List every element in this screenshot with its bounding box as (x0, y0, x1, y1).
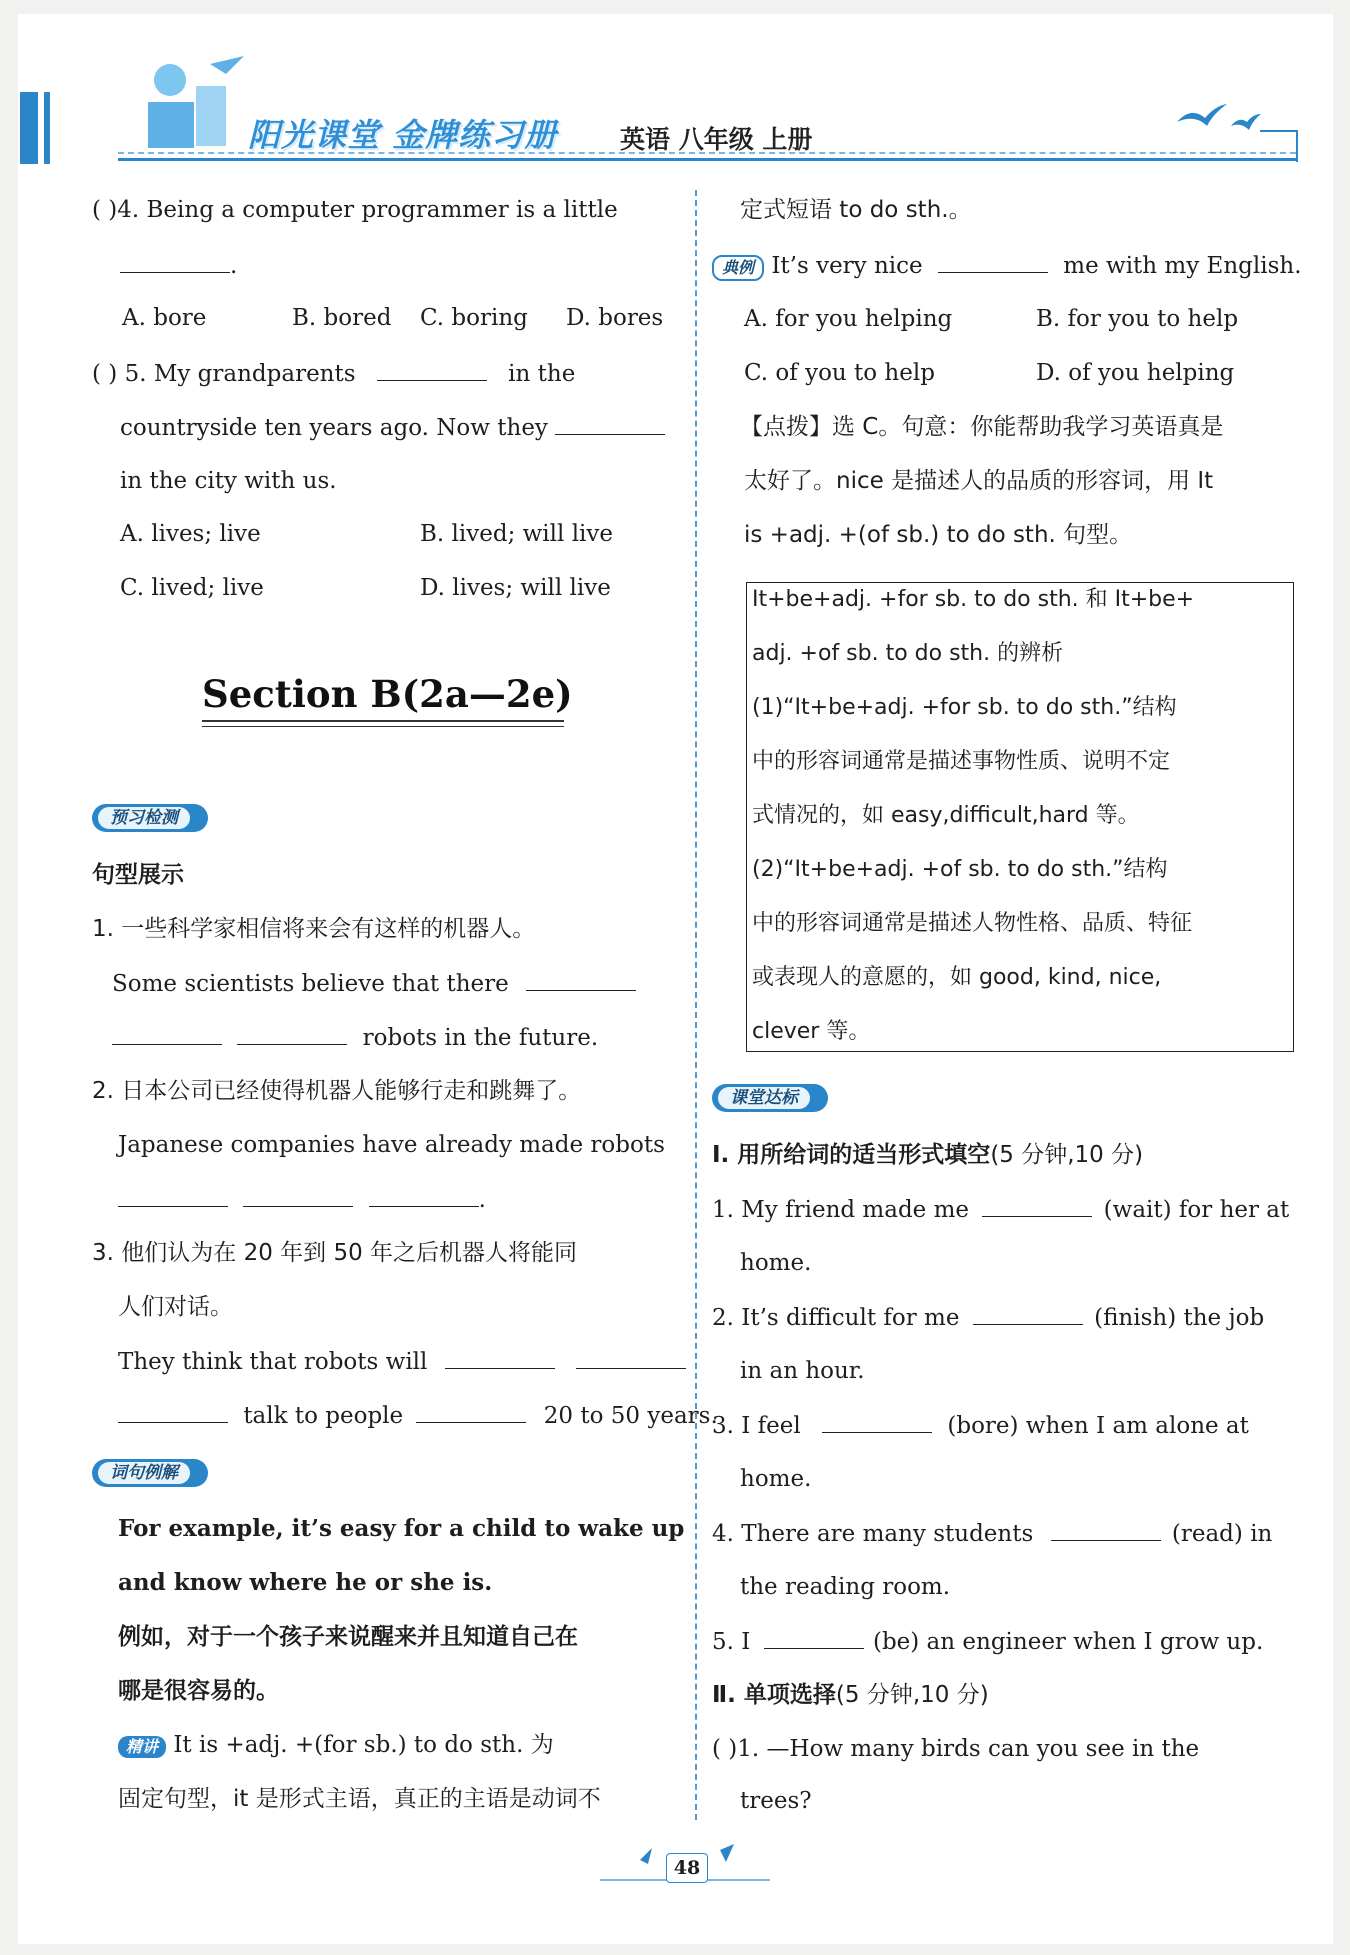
sentence1-en-line2 (112, 1022, 598, 1053)
page-header (0, 0, 1350, 190)
section-underline (202, 720, 564, 722)
s2-blank-2[interactable] (243, 1184, 353, 1207)
fill-4-hint: (read) in (1171, 1521, 1273, 1547)
q4-option-a: A. bore (122, 305, 207, 331)
s1-blank-1[interactable] (526, 968, 636, 991)
box-line-3: (1)“It+be+adj. +for sb. to do sth.”结构 (752, 695, 1177, 720)
q4-option-b: B. bored (292, 305, 392, 331)
mc-1-line2: trees? (740, 1788, 812, 1814)
right-continued: 定式短语 to do sth.。 (740, 197, 972, 223)
s3-blank-1[interactable] (445, 1346, 555, 1369)
header-corner-frame (1260, 130, 1298, 162)
sentence3-en-text: They think that robots will (118, 1349, 428, 1375)
part1-heading (712, 1140, 1143, 1170)
sentence1-en-tail: robots in the future. (362, 1025, 599, 1051)
s3-blank-3[interactable] (118, 1400, 228, 1423)
fill-1 (712, 1194, 1289, 1225)
sentence1-en (112, 968, 636, 999)
example-option-a: A. for you helping (744, 306, 953, 332)
example-cn-1: 例如，对于一个孩子来说醒来并且知道自己在 (118, 1624, 578, 1650)
q5-stem-text: ( ) 5. My grandparents (92, 361, 356, 387)
brand-title: 阳光课堂 金牌练习册 (248, 116, 558, 154)
fill-3-hint: (bore) when I am alone at (947, 1413, 1249, 1439)
fill-1-hint: (wait) for her at (1103, 1197, 1290, 1223)
fill-4 (712, 1518, 1272, 1549)
q5-line2 (120, 412, 665, 443)
page-number: 48 (666, 1853, 708, 1883)
jingjiang-text: It is +adj. +(for sb.) to do sth. 为 (166, 1732, 554, 1758)
s1-blank-2[interactable] (112, 1022, 222, 1045)
fill-3-blank[interactable] (822, 1410, 932, 1433)
box-line-5: 式情况的，如 easy,difficult,hard 等。 (752, 803, 1140, 828)
box-line-9: clever 等。 (752, 1019, 871, 1044)
q5-option-a: A. lives; live (120, 521, 261, 547)
tag-word-examples (92, 1459, 208, 1487)
example-option-d: D. of you helping (1036, 360, 1235, 386)
section-title: Section B(2a—2e) (202, 672, 573, 716)
tag-preview-check (92, 804, 208, 832)
sentence2-en-line2 (118, 1184, 486, 1215)
tag-class-check (712, 1084, 828, 1112)
example-en-1: For example, it’s easy for a child to wake up (118, 1515, 685, 1542)
fill-2 (712, 1302, 1264, 1333)
box-line-4: 中的形容词通常是描述事物性质、说明不定 (752, 749, 1171, 774)
q4-period: . (230, 253, 238, 279)
sentence3-en (118, 1346, 686, 1377)
fill-1-blank[interactable] (982, 1194, 1092, 1217)
sunshine-logo-icon (140, 56, 250, 156)
dianli-badge: 典例 (712, 255, 764, 281)
jingjiang-badge: 精讲 (118, 1736, 166, 1758)
q5-option-c: C. lived; live (120, 575, 264, 601)
birds-icon (1175, 100, 1265, 140)
fill-1-line2: home. (740, 1250, 812, 1276)
fill-4-blank[interactable] (1051, 1518, 1161, 1541)
tag-preview-label: 预习检测 (98, 807, 190, 829)
part1-title: Ⅰ. 用所给词的适当形式填空 (712, 1142, 991, 1168)
example-question-text: It’s very nice (771, 253, 923, 279)
example-cn-2: 哪是很容易的。 (118, 1678, 279, 1704)
s2-period: . (478, 1187, 486, 1213)
part1-time: (5 分钟,10 分) (990, 1142, 1144, 1168)
header-rule (118, 158, 1296, 161)
s3-talk-text: talk to people (243, 1403, 404, 1429)
q4-option-c: C. boring (420, 305, 528, 331)
s3-years-text: 20 to 50 years. (543, 1403, 718, 1429)
sentence2-en: Japanese companies have already made robots (118, 1132, 665, 1158)
header-left-bar-thin (44, 92, 50, 164)
q4-stem: ( )4. Being a computer programmer is a little (92, 197, 618, 223)
q5-stem-tail: in the (508, 361, 576, 387)
s2-blank-1[interactable] (118, 1184, 228, 1207)
box-line-2: adj. +of sb. to do sth. 的辨析 (752, 641, 1064, 666)
sentence3-cn-line2: 人们对话。 (118, 1294, 233, 1320)
jingjiang-line (118, 1730, 554, 1760)
mc-1: ( )1. —How many birds can you see in the (712, 1736, 1200, 1762)
s3-blank-4[interactable] (416, 1400, 526, 1423)
q5-stem (92, 358, 575, 389)
part2-heading (712, 1680, 989, 1710)
box-line-6: (2)“It+be+adj. +of sb. to do sth.”结构 (752, 857, 1168, 882)
pattern-heading: 句型展示 (92, 862, 184, 888)
sentence2-cn: 2. 日本公司已经使得机器人能够行走和跳舞了。 (92, 1078, 582, 1104)
fill-3-line2: home. (740, 1466, 812, 1492)
header-left-bar (20, 92, 38, 164)
section-underline-thin (202, 726, 564, 727)
dianbo-line3: is +adj. +(of sb.) to do sth. 句型。 (744, 522, 1133, 548)
fill-3 (712, 1410, 1249, 1441)
example-blank[interactable] (938, 250, 1048, 273)
sentence1-cn: 1. 一些科学家相信将来会有这样的机器人。 (92, 916, 536, 942)
tag-example-label: 词句例解 (98, 1462, 190, 1484)
fill-3-text: 3. I feel (712, 1413, 801, 1439)
fill-2-hint: (finish) the job (1094, 1305, 1265, 1331)
box-line-8: 或表现人的意愿的，如 good, kind, nice, (752, 965, 1162, 990)
fill-5-blank[interactable] (764, 1626, 864, 1649)
q5-line3: in the city with us. (120, 468, 337, 494)
fill-2-text: 2. It’s difficult for me (712, 1305, 960, 1331)
example-option-c: C. of you to help (744, 360, 935, 386)
fill-4-line2: the reading room. (740, 1574, 951, 1600)
fill-5 (712, 1626, 1263, 1657)
fill-2-line2: in an hour. (740, 1358, 865, 1384)
dianbo-line1: 【点拨】选 C。句意：你能帮助我学习英语真是 (740, 414, 1224, 440)
box-line-1: It+be+adj. +for sb. to do sth. 和 It+be+ (752, 587, 1195, 612)
s3-blank-2[interactable] (576, 1346, 686, 1369)
example-en-2: and know where he or she is. (118, 1569, 493, 1596)
example-question (712, 250, 1302, 281)
subject-grade-volume: 英语 八年级 上册 (620, 125, 813, 154)
sentence3-en-line2 (118, 1400, 718, 1431)
part2-time: (5 分钟,10 分) (835, 1682, 989, 1708)
example-option-b: B. for you to help (1036, 306, 1239, 332)
part2-title: Ⅱ. 单项选择 (712, 1682, 836, 1708)
sentence3-cn: 3. 他们认为在 20 年到 50 年之后机器人将能同 (92, 1240, 578, 1266)
q4-option-d: D. bores (566, 305, 664, 331)
fill-4-text: 4. There are many students (712, 1521, 1034, 1547)
tag-class-label: 课堂达标 (718, 1087, 810, 1109)
q4-blank-line (120, 250, 237, 281)
box-line-7: 中的形容词通常是描述人物性格、品质、特征 (752, 911, 1193, 936)
sentence1-en-text: Some scientists believe that there (112, 971, 509, 997)
q5-option-b: B. lived; will live (420, 521, 614, 547)
header-dashed-rule (118, 152, 1296, 154)
q5-blank-1[interactable] (377, 358, 487, 381)
q5-blank-2[interactable] (555, 412, 665, 435)
q5-line2-text: countryside ten years ago. Now they (120, 415, 548, 441)
s2-blank-3[interactable] (369, 1184, 479, 1207)
column-divider (695, 190, 697, 1820)
fill-5-text: 5. I (712, 1629, 751, 1655)
dianbo-line2: 太好了。nice 是描述人的品质的形容词，用 It (744, 468, 1214, 494)
q5-option-d: D. lives; will live (420, 575, 611, 601)
fill-5-hint: (be) an engineer when I grow up. (872, 1629, 1264, 1655)
example-question-tail: me with my English. (1063, 253, 1302, 279)
s1-blank-3[interactable] (237, 1022, 347, 1045)
jingjiang-line2: 固定句型，it 是形式主语，真正的主语是动词不 (118, 1786, 601, 1812)
fill-1-text: 1. My friend made me (712, 1197, 970, 1223)
fill-2-blank[interactable] (973, 1302, 1083, 1325)
q4-blank[interactable] (120, 250, 230, 273)
